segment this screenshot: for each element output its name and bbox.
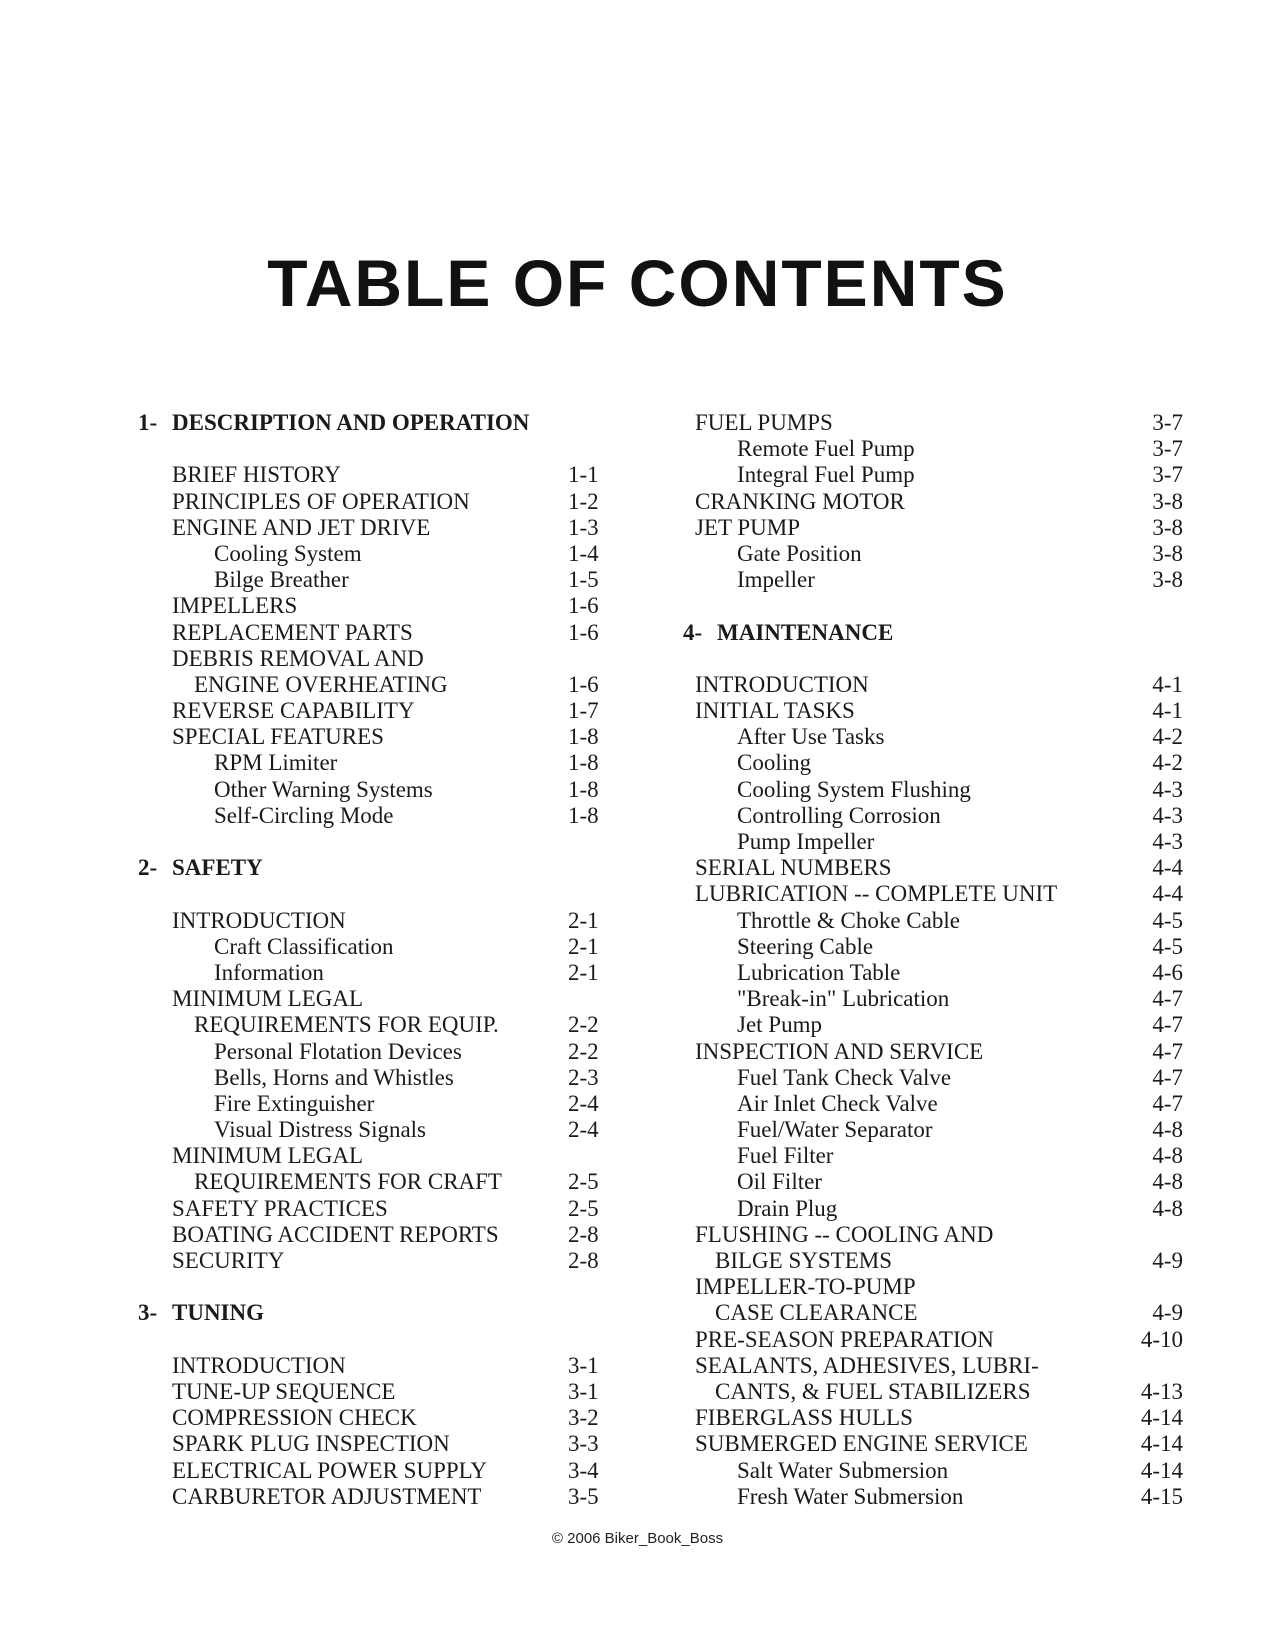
toc-entry (138, 777, 608, 803)
toc-page-number: 3-7 (1152, 462, 1183, 488)
toc-page-number: 4-6 (1152, 959, 1183, 985)
toc-entry-label: BRIEF HISTORY (172, 462, 341, 488)
toc-page-number: 3-8 (1152, 540, 1183, 566)
toc-spacer (138, 436, 608, 462)
toc-entry-label: Bilge Breather (214, 567, 349, 593)
toc-entry (683, 1405, 1183, 1431)
toc-entry (683, 1091, 1183, 1117)
toc-entry (138, 960, 608, 986)
toc-entry-label: SPECIAL FEATURES (172, 724, 384, 750)
toc-entry (138, 1143, 608, 1169)
toc-page-number: 4-3 (1152, 802, 1183, 828)
toc-entry (138, 1169, 608, 1195)
toc-entry-label: INTRODUCTION (172, 907, 346, 933)
toc-entry (138, 934, 608, 960)
toc-entry (138, 698, 608, 724)
toc-entry (138, 620, 608, 646)
toc-entry (138, 1484, 608, 1510)
toc-section-label: MAINTENANCE (717, 619, 894, 645)
toc-entry (138, 1405, 608, 1431)
toc-page-number: 2-2 (568, 1038, 599, 1064)
toc-page-number: 2-1 (568, 959, 599, 985)
toc-entry (683, 1065, 1183, 1091)
toc-entry-label: Cooling System Flushing (737, 776, 971, 802)
toc-page-number: 2-4 (568, 1117, 599, 1143)
toc-entry-label: Visual Distress Signals (214, 1117, 427, 1143)
toc-entry (683, 1484, 1183, 1510)
toc-entry (683, 1169, 1183, 1195)
copyright-footer: © 2006 Biker_Book_Boss (551, 1530, 724, 1547)
toc-entry (683, 724, 1183, 750)
toc-entry (138, 803, 608, 829)
toc-entry (138, 489, 608, 515)
toc-entry-label: BOATING ACCIDENT REPORTS (172, 1221, 499, 1247)
toc-page-number: 4-1 (1152, 671, 1183, 697)
toc-section-number: 1- (138, 410, 158, 435)
toc-entry (683, 1143, 1183, 1169)
toc-page-number: 2-4 (568, 1090, 599, 1116)
toc-page-number: 4-13 (1140, 1378, 1183, 1404)
toc-entry-label: Craft Classification (214, 933, 394, 959)
toc-entry (683, 1039, 1183, 1065)
toc-entry-label: Steering Cable (737, 933, 874, 959)
toc-section-heading (138, 410, 608, 436)
toc-entry (138, 541, 608, 567)
toc-spacer (683, 646, 1183, 672)
toc-entry (683, 698, 1183, 724)
toc-entry (683, 1012, 1183, 1038)
toc-entry (138, 515, 608, 541)
toc-entry-label: Jet Pump (737, 1012, 822, 1038)
toc-entry-label: Drain Plug (737, 1195, 838, 1221)
toc-entry-label: Other Warning Systems (214, 776, 433, 802)
page-title: TABLE OF CONTENTS (267, 246, 1008, 320)
toc-entry-label: Fuel/Water Separator (737, 1117, 933, 1143)
toc-entry (683, 410, 1183, 436)
toc-page-number: 3-7 (1152, 410, 1183, 435)
toc-entry-label: BILGE SYSTEMS (715, 1248, 892, 1273)
toc-entry (138, 908, 608, 934)
toc-right-column (683, 410, 1183, 1510)
toc-page-number: 4-4 (1152, 855, 1183, 881)
toc-entry (683, 1458, 1183, 1484)
toc-entry-label: FUEL PUMPS (695, 410, 833, 435)
toc-entry (138, 1012, 608, 1038)
toc-page-number: 4-2 (1152, 750, 1183, 776)
toc-page-number: 3-4 (568, 1457, 599, 1483)
toc-page-number: 4-2 (1152, 724, 1183, 750)
toc-entry-label: Integral Fuel Pump (737, 462, 915, 488)
toc-entry-label: SPARK PLUG INSPECTION (172, 1431, 450, 1457)
toc-page-number: 4-3 (1152, 776, 1183, 802)
toc-entry-label: MINIMUM LEGAL (172, 1143, 364, 1169)
toc-entry-label: Fuel Filter (737, 1143, 834, 1169)
toc-page-number: 4-15 (1140, 1483, 1183, 1509)
toc-spacer (138, 881, 608, 907)
toc-entry (138, 672, 608, 698)
toc-page-number: 4-5 (1152, 933, 1183, 959)
toc-page-number: 2-3 (568, 1064, 599, 1090)
toc-page-number: 1-3 (568, 514, 599, 540)
toc-page-number: 4-8 (1152, 1117, 1183, 1143)
toc-entry-label: ELECTRICAL POWER SUPPLY (172, 1457, 488, 1483)
toc-section-label: SAFETY (172, 855, 263, 881)
toc-page-number: 2-5 (568, 1195, 599, 1221)
toc-page-number: 2-8 (568, 1248, 599, 1273)
toc-page-number: 1-8 (568, 724, 599, 750)
toc-entry-label: Salt Water Submersion (737, 1457, 949, 1483)
toc-page-number: 1-8 (568, 776, 599, 802)
toc-page-number: 4-4 (1152, 881, 1183, 907)
toc-entry (683, 881, 1183, 907)
toc-entry-label: COMPRESSION CHECK (172, 1405, 417, 1431)
toc-left-column (138, 410, 608, 1510)
toc-entry (683, 541, 1183, 567)
toc-page-number: 4-7 (1152, 1012, 1183, 1038)
toc-spacer (138, 1327, 608, 1353)
toc-entry (138, 1431, 608, 1457)
toc-page-number: 3-8 (1152, 567, 1183, 593)
toc-entry-label: IMPELLERS (172, 593, 298, 619)
toc-entry-label: After Use Tasks (737, 724, 885, 750)
toc-section-heading (138, 855, 608, 881)
toc-page-number: 1-6 (568, 593, 599, 619)
toc-page-number: 3-8 (1152, 514, 1183, 540)
toc-entry-label: PRE-SEASON PREPARATION (695, 1326, 994, 1352)
toc-page-number: 1-1 (568, 462, 599, 488)
toc-entry (683, 908, 1183, 934)
toc-entry-label: Fire Extinguisher (214, 1090, 375, 1116)
toc-entry (683, 1431, 1183, 1457)
toc-entry-label: REQUIREMENTS FOR EQUIP. (194, 1012, 499, 1038)
toc-entry (138, 1222, 608, 1248)
toc-page-number: 4-7 (1152, 1090, 1183, 1116)
toc-entry (683, 750, 1183, 776)
toc-entry (683, 829, 1183, 855)
toc-entry (683, 1353, 1183, 1379)
toc-entry (683, 934, 1183, 960)
toc-section-label: DESCRIPTION AND OPERATION (172, 410, 530, 435)
toc-spacer (683, 593, 1183, 619)
toc-entry-label: Fuel Tank Check Valve (737, 1064, 952, 1090)
toc-section-label: TUNING (172, 1300, 265, 1326)
toc-entry (138, 462, 608, 488)
toc-section-title (683, 620, 893, 646)
toc-page-number: 4-10 (1140, 1326, 1183, 1352)
toc-entry-label: MINIMUM LEGAL (172, 986, 364, 1012)
toc-entry (138, 567, 608, 593)
toc-page-number: 3-1 (568, 1378, 599, 1404)
toc-entry (138, 1117, 608, 1143)
toc-entry-label: SUBMERGED ENGINE SERVICE (695, 1431, 1028, 1457)
toc-entry (138, 1039, 608, 1065)
toc-entry (683, 1248, 1183, 1274)
toc-entry-label: CARBURETOR ADJUSTMENT (172, 1483, 482, 1509)
toc-entry-label: ENGINE OVERHEATING (194, 671, 448, 697)
toc-entry-label: Self-Circling Mode (214, 802, 394, 828)
toc-entry (138, 750, 608, 776)
toc-entry (683, 1196, 1183, 1222)
toc-entry-label: Impeller (737, 567, 815, 593)
toc-page-number: 4-8 (1152, 1195, 1183, 1221)
toc-entry-label: INSPECTION AND SERVICE (695, 1038, 984, 1064)
toc-page-number: 4-14 (1140, 1457, 1183, 1483)
toc-section-title (138, 410, 529, 436)
toc-section-number: 3- (138, 1300, 158, 1326)
toc-entry-label: Air Inlet Check Valve (737, 1090, 938, 1116)
toc-entry (683, 1379, 1183, 1405)
toc-spacer (138, 1274, 608, 1300)
toc-page-number: 4-7 (1152, 1064, 1183, 1090)
toc-entry-label: CASE CLEARANCE (715, 1300, 918, 1326)
toc-page-number: 1-4 (568, 540, 599, 566)
toc-entry-label: REPLACEMENT PARTS (172, 619, 413, 645)
toc-entry (683, 567, 1183, 593)
toc-page-number: 4-5 (1152, 907, 1183, 933)
toc-entry (138, 1379, 608, 1405)
toc-entry (683, 672, 1183, 698)
toc-entry (683, 1117, 1183, 1143)
toc-entry-label: Cooling System (214, 540, 362, 566)
toc-page-number: 4-9 (1152, 1248, 1183, 1273)
toc-entry-label: "Break-in" Lubrication (737, 986, 950, 1012)
toc-entry-label: CRANKING MOTOR (695, 488, 905, 514)
toc-entry-label: TUNE-UP SEQUENCE (172, 1378, 396, 1404)
toc-entry (138, 1196, 608, 1222)
toc-entry (683, 489, 1183, 515)
toc-section-number: 2- (138, 855, 158, 881)
toc-entry-label: Cooling (737, 750, 812, 776)
toc-entry-label: Pump Impeller (737, 829, 875, 854)
toc-page-number: 1-6 (568, 671, 599, 697)
toc-entry-label: SERIAL NUMBERS (695, 855, 892, 881)
toc-entry-label: INITIAL TASKS (695, 698, 855, 724)
toc-entry (683, 960, 1183, 986)
toc-entry-label: INTRODUCTION (695, 671, 869, 697)
toc-entry-label: REQUIREMENTS FOR CRAFT (194, 1169, 502, 1195)
toc-entry-label: Lubrication Table (737, 959, 901, 985)
toc-entry-label: REVERSE CAPABILITY (172, 698, 415, 724)
toc-section-heading (683, 620, 1183, 646)
toc-entry (683, 1274, 1183, 1300)
toc-page-number: 4-14 (1140, 1431, 1183, 1457)
toc-entry-label: CANTS, & FUEL STABILIZERS (715, 1378, 1031, 1404)
toc-section-number: 4- (683, 619, 703, 645)
toc-page-number: 2-8 (568, 1221, 599, 1247)
toc-page-number: 4-7 (1152, 986, 1183, 1012)
toc-entry (138, 986, 608, 1012)
toc-entry-label: Information (214, 959, 324, 985)
toc-entry (138, 1091, 608, 1117)
toc-entry (138, 1248, 608, 1274)
toc-entry (683, 515, 1183, 541)
toc-entry-label: Oil Filter (737, 1169, 822, 1195)
toc-entry-label: ENGINE AND JET DRIVE (172, 514, 431, 540)
toc-entry-label: Bells, Horns and Whistles (214, 1064, 454, 1090)
toc-entry (138, 724, 608, 750)
toc-page-number: 4-3 (1152, 829, 1183, 854)
toc-entry (138, 646, 608, 672)
toc-entry-label: SEALANTS, ADHESIVES, LUBRI- (695, 1352, 1039, 1378)
toc-entry (683, 1300, 1183, 1326)
toc-entry-label: IMPELLER-TO-PUMP (695, 1274, 916, 1300)
toc-entry (138, 593, 608, 619)
toc-entry-label: LUBRICATION -- COMPLETE UNIT (695, 881, 1058, 907)
toc-page-number: 3-7 (1152, 436, 1183, 462)
toc-page-number: 1-8 (568, 750, 599, 776)
toc-page-number: 2-1 (568, 907, 599, 933)
toc-entry-label: JET PUMP (695, 514, 801, 540)
toc-page-number: 4-9 (1152, 1300, 1183, 1326)
toc-entry (138, 1458, 608, 1484)
toc-page-number: 1-2 (568, 488, 599, 514)
toc-entry-label: DEBRIS REMOVAL AND (172, 645, 424, 671)
toc-entry (683, 855, 1183, 881)
toc-entry (683, 1222, 1183, 1248)
toc-page-number: 3-5 (568, 1483, 599, 1509)
toc-entry-label: INTRODUCTION (172, 1352, 346, 1378)
toc-page-number: 1-7 (568, 698, 599, 724)
toc-section-heading (138, 1300, 608, 1326)
toc-page-number: 3-2 (568, 1405, 599, 1431)
toc-page-number: 4-1 (1152, 698, 1183, 724)
toc-page-number: 3-3 (568, 1431, 599, 1457)
toc-page-number: 2-5 (568, 1169, 599, 1195)
toc-entry-label: RPM Limiter (214, 750, 338, 776)
toc-entry-label: FIBERGLASS HULLS (695, 1405, 913, 1431)
toc-entry-label: Gate Position (737, 540, 862, 566)
toc-page-number: 3-1 (568, 1352, 599, 1378)
toc-entry (683, 986, 1183, 1012)
toc-entry (683, 777, 1183, 803)
toc-page-number: 4-14 (1140, 1405, 1183, 1431)
toc-section-title (138, 1300, 264, 1326)
toc-page-number: 1-5 (568, 567, 599, 593)
toc-page-number: 1-8 (568, 802, 599, 828)
toc-entry (683, 462, 1183, 488)
toc-page-number: 2-1 (568, 933, 599, 959)
toc-entry (138, 1065, 608, 1091)
toc-page-number: 1-6 (568, 619, 599, 645)
toc-entry-label: Controlling Corrosion (737, 802, 941, 828)
toc-entry-label: Fresh Water Submersion (737, 1483, 964, 1509)
toc-page-number: 4-8 (1152, 1169, 1183, 1195)
toc-entry (683, 1327, 1183, 1353)
toc-entry-label: FLUSHING -- COOLING AND (695, 1221, 994, 1247)
toc-page-number: 4-7 (1152, 1038, 1183, 1064)
toc-entry (683, 436, 1183, 462)
toc-page-number: 2-2 (568, 1012, 599, 1038)
toc-entry (683, 803, 1183, 829)
toc-spacer (138, 829, 608, 855)
toc-entry-label: Remote Fuel Pump (737, 436, 915, 462)
toc-entry-label: Throttle & Choke Cable (737, 907, 960, 933)
toc-entry-label: SECURITY (172, 1248, 285, 1273)
toc-page-number: 4-8 (1152, 1143, 1183, 1169)
toc-entry-label: Personal Flotation Devices (214, 1038, 462, 1064)
toc-entry-label: PRINCIPLES OF OPERATION (172, 488, 470, 514)
toc-page-number: 3-8 (1152, 488, 1183, 514)
toc-section-title (138, 855, 263, 881)
toc-entry-label: SAFETY PRACTICES (172, 1195, 388, 1221)
toc-entry (138, 1353, 608, 1379)
